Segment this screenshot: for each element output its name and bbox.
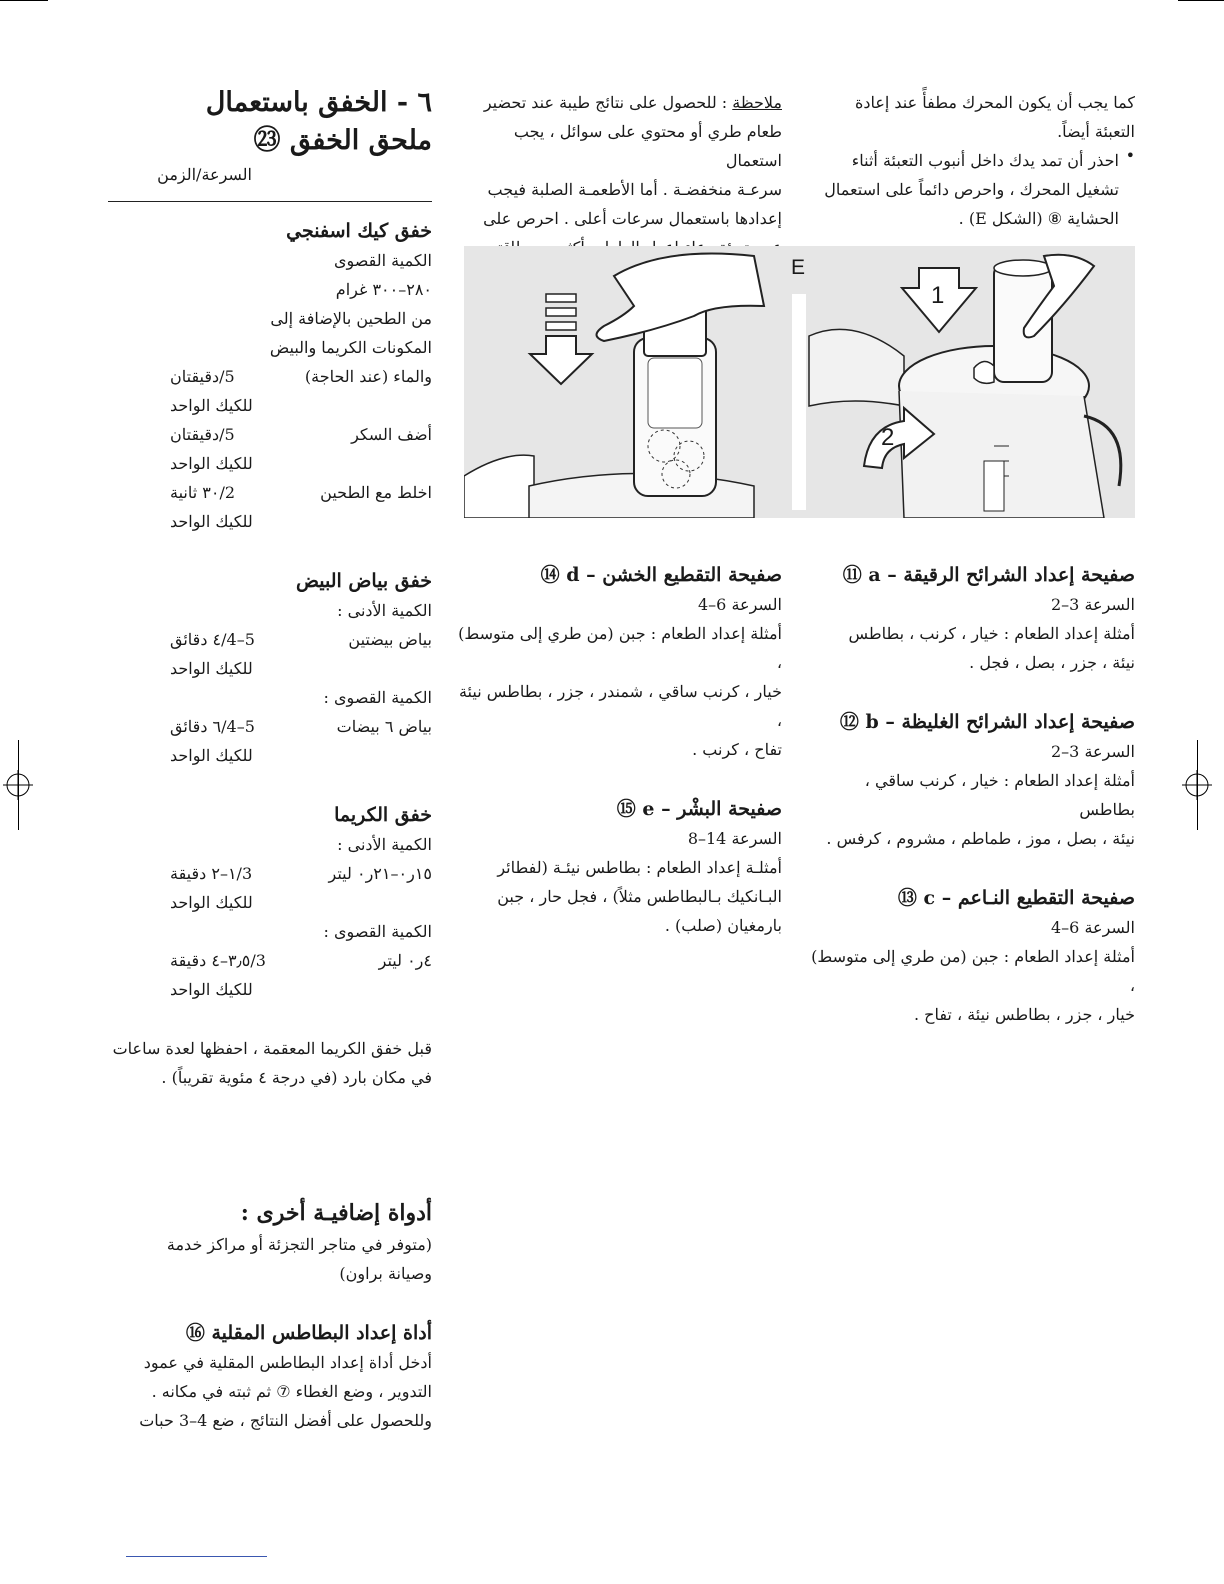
figure-e-illustration xyxy=(464,246,1135,518)
row-label: بياض بيضتين xyxy=(348,630,432,649)
max-label: الكمية القصوى : xyxy=(323,688,432,707)
table-row xyxy=(110,859,432,888)
section-example-line: البـانكيك بـالبطاطس مثلاً) ، فجل حار ، جبن xyxy=(497,887,782,906)
note-line: سرعـة منخفضـة . أما الأطعمـة الصلبة فيجب xyxy=(487,180,782,199)
section-example-line: أمثلة إعداد الطعام : خيار ، كرنب ، بطاطس xyxy=(848,624,1135,643)
figure-label-e: E xyxy=(791,256,806,279)
section-speed: السرعة 3–2 xyxy=(1050,742,1135,761)
row-label: بياض ٦ بيضات xyxy=(336,717,432,736)
section-example-line: أمثلـة إعداد الطعام : بطاطس نيئـة (لفطائر xyxy=(497,858,782,877)
intro-line-2: التعبئة أيضاً. xyxy=(1057,122,1135,141)
fries-line: أدخل أداة إعداد البطاطس المقلية في عمود xyxy=(143,1353,432,1372)
section-slicing-thin xyxy=(810,560,1135,677)
section-example-line: خيار ، جزر ، بطاطس نيئة ، تفاح . xyxy=(913,1005,1135,1024)
max-label: الكمية القصوى : xyxy=(323,922,432,941)
note-first-rest: : للحصول على نتائج طيبة عند تحضير xyxy=(483,93,728,112)
column-middle-sections xyxy=(455,560,782,940)
table-row-sub xyxy=(110,507,432,536)
table-row-sub xyxy=(110,888,432,917)
crop-mark-top-left xyxy=(0,0,48,1)
row-value: 5/دقيقتان xyxy=(170,425,235,444)
note-label: ملاحظة xyxy=(732,93,782,112)
row-value: 5–4/٦ دقائق xyxy=(170,717,255,736)
row-value: 5/دقيقتان xyxy=(170,367,235,386)
figure-label-1: 1 xyxy=(931,282,945,309)
column-right-sections xyxy=(810,560,1135,1029)
row-sub: للكيك الواحد xyxy=(170,454,253,473)
accessories-sub-line: (متوفر في متاجر التجزئة أو مراكز خدمة xyxy=(166,1235,432,1254)
row-sub: للكيك الواحد xyxy=(170,893,253,912)
note-line-1 xyxy=(460,88,782,117)
section-example-line: نيئة ، جزر ، بصل ، فجل . xyxy=(969,653,1135,672)
section-cream xyxy=(110,800,432,1092)
crop-mark-top-right xyxy=(1178,0,1224,1)
note-line: طعام طري أو محتوي على سوائل ، يجب استعمال xyxy=(513,122,782,170)
row-sub: للكيك الواحد xyxy=(170,746,253,765)
note-line: إعدادها باستعمال سرعات أعلى . احرص على xyxy=(483,209,782,228)
section-title: خفق كيك اسفنجي xyxy=(286,220,432,242)
min-label: الكمية الأدنى : xyxy=(337,601,432,620)
cream-note-line: قبل خفق الكريما المعقمة ، احفظها لعدة ساعات xyxy=(112,1039,432,1058)
figure-label-2: 2 xyxy=(881,424,895,451)
table-row xyxy=(110,420,432,449)
row-sub: للكيك الواحد xyxy=(170,980,253,999)
bullet-line-1: • احذر أن تمد يدك داخل أنبوب التعبئة أثناء xyxy=(851,151,1119,170)
section-speed: السرعة 6–4 xyxy=(697,595,782,614)
section-speed: السرعة 3–2 xyxy=(1050,595,1135,614)
cream-note-line: في مكان بارد (في درجة ٤ مئوية تقريباً) . xyxy=(161,1068,432,1087)
row-sub: للكيك الواحد xyxy=(170,512,253,531)
row-label: والماء (عند الحاجة) xyxy=(304,367,432,386)
section-title: صفيحة إعداد الشرائح الغليظة – b ⑫ xyxy=(839,711,1135,733)
section-example-line: أمثلة إعداد الطعام : خيار ، كرنب ساقي ، بطاطس xyxy=(864,771,1135,819)
row-value: 3/١–٢ دقيقة xyxy=(170,864,253,883)
sponge-line: الكمية القصوى xyxy=(334,251,432,270)
intro-line-1: كما يجب أن يكون المحرك مطفأً عند إعادة xyxy=(854,93,1135,112)
section-example-line: أمثلة إعداد الطعام : جبن (من طري إلى متوسط) ، xyxy=(458,624,782,672)
bullet-line-2: تشغيل المحرك ، واحرص دائماً على استعمال xyxy=(824,180,1119,199)
column-left-body xyxy=(110,216,432,1092)
table-row-sub xyxy=(110,741,432,770)
table-row-sub xyxy=(110,975,432,1004)
column-right xyxy=(810,88,1135,233)
sponge-line: المكونات الكريما والبيض xyxy=(269,338,432,357)
table-row xyxy=(110,712,432,741)
page-title-line-2: ملحق الخفق ㉓ xyxy=(253,125,432,156)
fries-title: أداة إعداد البطاطس المقلية ⑯ xyxy=(185,1322,432,1344)
registration-mark-left xyxy=(3,770,33,800)
section-speed: السرعة 14–8 xyxy=(687,829,782,848)
section-slicing-thick xyxy=(810,707,1135,853)
page-title-line-1: ٦ - الخفق باستعمال xyxy=(205,87,432,118)
section-accessories xyxy=(110,1196,432,1435)
section-example-line: تفاح ، كرنب . xyxy=(692,740,782,759)
accessories-title: أدواة إضافيـة أخرى : xyxy=(240,1200,432,1226)
section-example-line: خيار ، كرنب ساقي ، شمندر ، جزر ، بطاطس نيئة ، xyxy=(458,682,782,730)
figure-drawing xyxy=(464,246,1135,518)
row-sub: للكيك الواحد xyxy=(170,396,253,415)
section-title: صفيحة البشْر – e ⑮ xyxy=(616,798,782,820)
row-label: ٤ر٠ ليتر xyxy=(378,951,432,970)
row-label: اخلط مع الطحين xyxy=(320,483,432,502)
table-row xyxy=(110,946,432,975)
section-title: صفيحة إعداد الشرائح الرقيقة – a ⑪ xyxy=(842,564,1135,586)
bullet-line-3: الحشاية ⑧ (الشكل E) . xyxy=(958,209,1119,228)
section-title: خفق الكريما xyxy=(334,804,432,826)
sponge-line: ٢٨٠–٣٠٠ غرام xyxy=(335,280,432,299)
speed-time-header: السرعة/الزمن xyxy=(157,165,252,184)
section-shredding-coarse xyxy=(455,560,782,764)
min-label: الكمية الأدنى : xyxy=(337,835,432,854)
table-row-sub xyxy=(110,654,432,683)
footer-rule xyxy=(126,1556,267,1557)
row-value: 3/٣٫٥–٤ دقيقة xyxy=(170,951,266,970)
row-sub: للكيك الواحد xyxy=(170,659,253,678)
column-middle xyxy=(460,88,782,262)
registration-mark-right xyxy=(1182,770,1212,800)
section-title: صفيحة التقطيع النـاعم – c ⑬ xyxy=(897,887,1135,909)
table-row-sub xyxy=(110,449,432,478)
section-example-line: بارمغيان (صلب) . xyxy=(664,916,782,935)
section-egg-whites xyxy=(110,566,432,770)
section-title: خفق بياض البيض xyxy=(295,570,432,592)
table-row-sub xyxy=(110,391,432,420)
fries-line: وللحصول على أفضل النتائج ، ضع 4–3 حبات xyxy=(139,1411,432,1430)
fries-line: التدوير ، وضع الغطاء ⑦ ثم ثبته في مكانه . xyxy=(151,1382,432,1401)
section-example-line: أمثلة إعداد الطعام : جبن (من طري إلى متوسط) ، xyxy=(811,947,1135,995)
column-left-title xyxy=(110,84,432,160)
section-grating xyxy=(455,794,782,940)
row-label: أضف السكر xyxy=(351,425,432,444)
section-shredding-fine xyxy=(810,883,1135,1029)
row-label: ١٥ر٠–٢١ر٠ ليتر xyxy=(328,864,432,883)
table-row xyxy=(110,362,432,391)
sponge-line: من الطحين بالإضافة إلى xyxy=(270,309,432,328)
table-row xyxy=(110,478,432,507)
warning-bullet xyxy=(810,146,1135,233)
row-value: 5–4/٤ دقائق xyxy=(170,630,255,649)
section-title: صفيحة التقطيع الخشن – d ⑭ xyxy=(540,564,782,586)
table-row xyxy=(110,625,432,654)
section-speed: السرعة 6–4 xyxy=(1050,918,1135,937)
header-rule xyxy=(108,201,432,202)
section-example-line: نيئة ، بصل ، موز ، طماطم ، مشروم ، كرفس . xyxy=(826,829,1135,848)
accessories-sub-line: وصيانة براون) xyxy=(339,1264,432,1283)
row-value: 2/٣٠ ثانية xyxy=(170,483,236,502)
section-sponge-cake xyxy=(110,216,432,536)
